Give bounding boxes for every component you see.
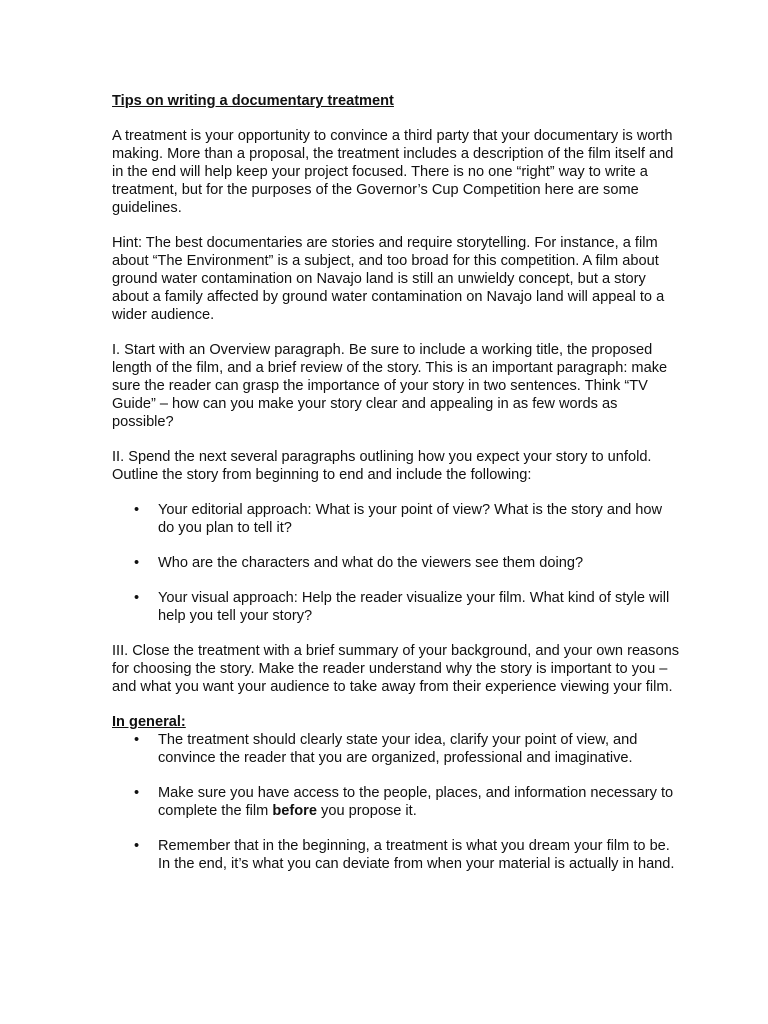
bullet-icon: • bbox=[134, 732, 140, 748]
list-item-text-part: you propose it. bbox=[316, 803, 417, 819]
emphasis-before: before bbox=[272, 803, 317, 819]
list-item bbox=[112, 837, 682, 873]
list-item-text: Remember that in the beginning, a treatment is what you dream your film to be. In the end, it’s what you can deviate from when your material is actually in hand. bbox=[158, 838, 675, 872]
bullet-icon: • bbox=[134, 838, 140, 854]
list-item-text: The treatment should clearly state your idea, clarify your point of view, and convince the reader that you are organized, professional and imaginative. bbox=[158, 732, 638, 766]
list-item bbox=[112, 589, 682, 625]
list-item-text-part: Make sure you have access to the people, places, and information necessary to complete the film bbox=[158, 785, 674, 819]
hint-paragraph: Hint: The best documentaries are stories and require storytelling. For instance, a film about “The Environment” is a subject, and too broad for this competition. A film about ground water contamination on Navajo land is still an unwieldy concept, but a story about a family affected by ground water contamination on Navajo land will appeal to a wider audience. bbox=[112, 235, 665, 323]
in-general-heading: In general: bbox=[112, 714, 186, 730]
list-item bbox=[112, 554, 682, 572]
list-item-text: Your visual approach: Help the reader visualize your film. What kind of style will help you tell your story? bbox=[158, 590, 670, 624]
bullet-icon: • bbox=[134, 555, 140, 571]
list-item-text bbox=[158, 785, 673, 819]
bullet-icon: • bbox=[134, 502, 140, 518]
list-item bbox=[112, 501, 682, 537]
document-page bbox=[112, 92, 682, 890]
list-item-text: Who are the characters and what do the viewers see them doing? bbox=[158, 555, 584, 571]
list-item bbox=[112, 784, 682, 820]
outline-step-paragraph: II. Spend the next several paragraphs outlining how you expect your story to unfold. Outline the story from beginning to end and include the following: bbox=[112, 449, 652, 483]
list-item-text: Your editorial approach: What is your point of view? What is the story and how do you plan to tell it? bbox=[158, 502, 663, 536]
outline-bullet-list bbox=[112, 501, 682, 625]
closing-step-paragraph: III. Close the treatment with a brief summary of your background, and your own reasons for choosing the story. Make the reader understand why the story is important to you – and what you want your audience to take away from their experience viewing your film. bbox=[112, 643, 679, 695]
intro-paragraph: A treatment is your opportunity to convince a third party that your documentary is worth making. More than a proposal, the treatment includes a description of the film itself and in the end will help keep your project focused. There is no one “right” way to write a treatment, but for the purposes of the Governor’s Cup Competition here are some guidelines. bbox=[112, 128, 674, 216]
general-bullet-list bbox=[112, 731, 682, 873]
overview-step-paragraph: I. Start with an Overview paragraph. Be sure to include a working title, the proposed length of the film, and a brief review of the story. This is an important paragraph: make sure the reader can grasp the importance of your story in two sentences. Think “TV Guide” – how can you make your story clear and appealing in as few words as possible? bbox=[112, 342, 668, 430]
bullet-icon: • bbox=[134, 785, 140, 801]
bullet-icon: • bbox=[134, 590, 140, 606]
list-item bbox=[112, 731, 682, 767]
document-title: Tips on writing a documentary treatment bbox=[112, 93, 394, 109]
